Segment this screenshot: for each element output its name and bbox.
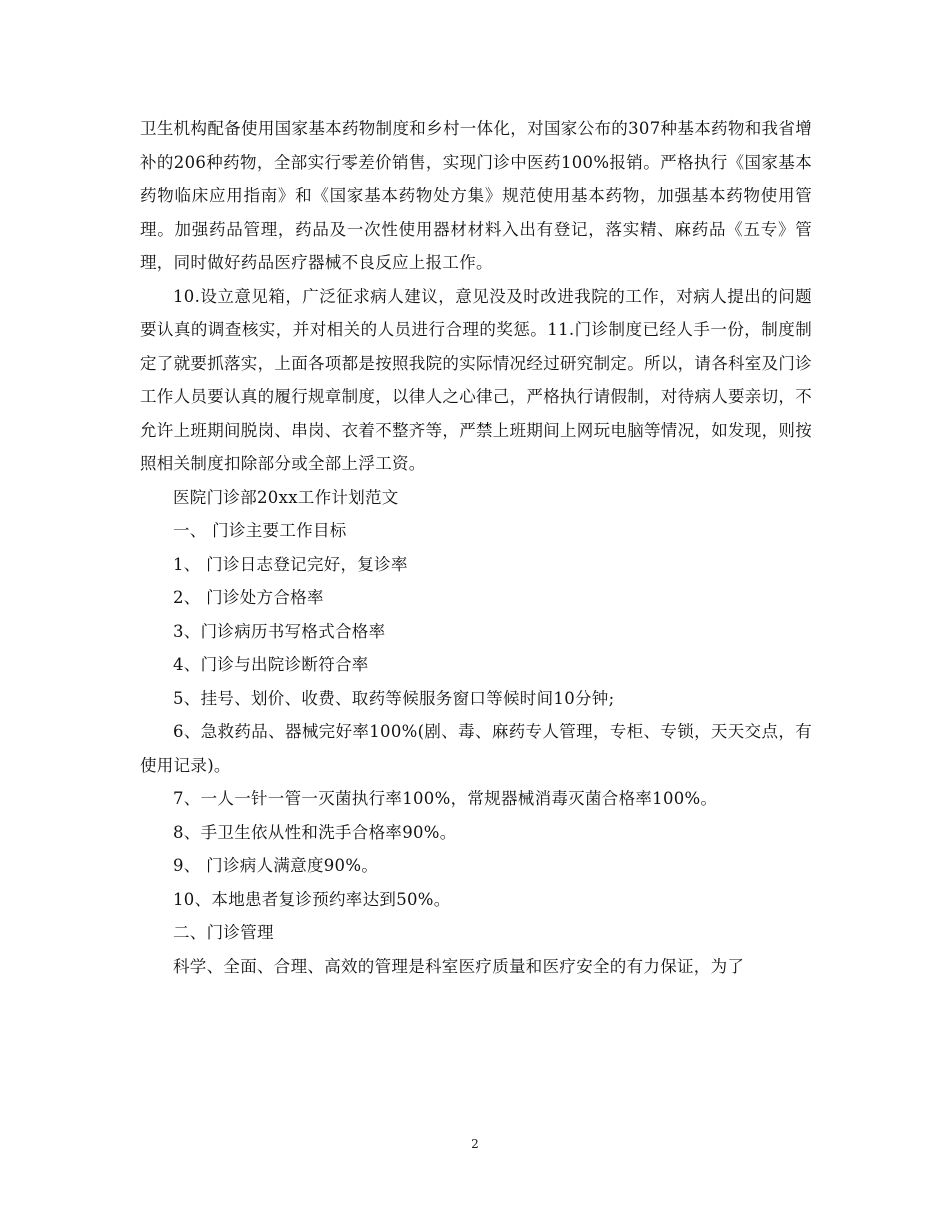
list-item: 4、门诊与出院诊断符合率 bbox=[173, 655, 369, 674]
paragraph: 卫生机构配备使用国家基本药物制度和乡村一体化，对国家公布的307种基本药物和我省增补的206种药物，全部实行零差价销售，实现门诊中医药100%报销。严格执行《国家基本药物临床应用指南》和《国家基本药物处方集》规范使用基本药物，加强基本药物使用管理。加强药品管理，药品及一次性使用器材材料入出有登记，落实精、麻药品《五专》管理，同时做好药品医疗器械不良反应上报工作。 bbox=[140, 119, 812, 272]
list-item: 1、 门诊日志登记完好，复诊率 bbox=[173, 554, 408, 574]
section-heading: 医院门诊部20xx工作计划范文 bbox=[173, 487, 399, 507]
paragraph: 科学、全面、合理、高效的管理是科室医疗质量和医疗安全的有力保证，为了 bbox=[173, 956, 745, 976]
list-item: 6、急救药品、器械完好率100%(剧、毒、麻药专人管理，专柜、专锁，天天交点，有使用记录)。 bbox=[140, 722, 812, 775]
section-heading: 二、门诊管理 bbox=[173, 923, 274, 942]
list-item: 10、本地患者复诊预约率达到50%。 bbox=[173, 889, 451, 909]
page-number: 2 bbox=[471, 1137, 479, 1151]
paragraph: 10.设立意见箱，广泛征求病人建议，意见没及时改进我院的工作，对病人提出的问题要认真的调查核实，并对相关的人员进行合理的奖惩。11.门诊制度已经人手一份，制度制定了就要抓落实，上面各项都是按照我院的实际情况经过研究制定。所以，请各科室及门诊工作人员要认真的履行规章制度，以律人之心律己，严格执行请假制，对待病人要亲切，不允许上班期间脱岗、串岗、衣着不整齐等，严禁上班期间上网玩电脑等情况，如发现，则按照相关制度扣除部分或全部上浮工资。 bbox=[140, 286, 812, 473]
list-item: 3、门诊病历书写格式合格率 bbox=[173, 621, 386, 641]
list-item: 8、手卫生依从性和洗手合格率90%。 bbox=[173, 822, 457, 842]
list-item: 2、 门诊处方合格率 bbox=[173, 588, 324, 607]
list-item: 9、 门诊病人满意度90%。 bbox=[173, 856, 379, 875]
section-heading: 一、 门诊主要工作目标 bbox=[173, 521, 347, 540]
list-item: 7、一人一针一管一灭菌执行率100%，常规器械消毒灭菌合格率100%。 bbox=[173, 789, 718, 808]
document-body bbox=[140, 112, 812, 983]
list-item: 5、挂号、划价、收费、取药等候服务窗口等候时间10分钟; bbox=[173, 688, 615, 708]
